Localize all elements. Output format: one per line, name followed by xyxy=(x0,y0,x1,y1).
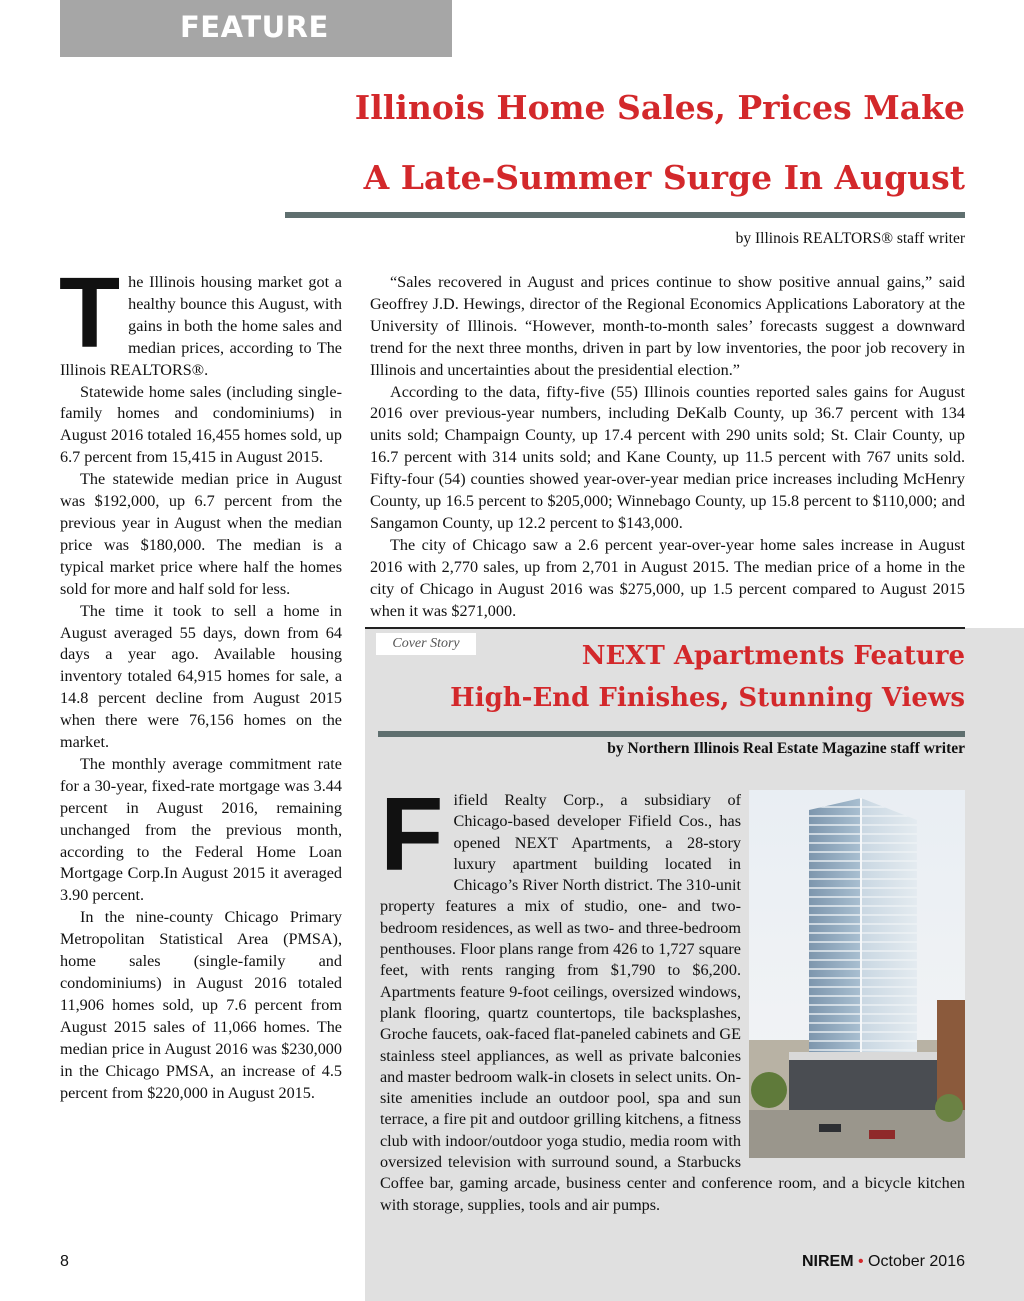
title-rule xyxy=(285,212,965,218)
issue-date: October 2016 xyxy=(868,1253,965,1270)
cover-story-body xyxy=(380,777,965,1216)
footer-bullet: • xyxy=(857,1253,864,1270)
cover-story-title-line1: NEXT Apartments Feature xyxy=(581,641,965,671)
article-dropcap: T xyxy=(59,257,121,369)
article-paragraph-8: According to the data, fifty-five (55) Illinois counties reported sales gains for August 2016 over previous-year numbers, including DeKalb County, up 36.7 percent with 134 units sold; Champaign County, up 17.4 percent with 290 units sold; St. Clair County, up 16.7 percent with 314 units sold; and Kane County, up 11.5 percent with 767 units sold. Fifty-four (54) counties showed year-over-year median price increases including McHenry County, up 16.5 percent to $205,000; Winnebago County, up 15.8 percent to $110,000; and Sangamon County, up 12.2 percent to $143,000. xyxy=(370,382,965,532)
article-paragraph-6: In the nine-county Chicago Primary Metropolitan Statistical Area (PMSA), home sales (single-family and condominiums) in August 2016 totaled 11,906 homes sold, up 7.6 percent from August 2015 sales of 11,066 homes. The median price in August 2016 was $230,000 in the Chicago PMSA, an increase of 4.5 percent from $220,000 in August 2015. xyxy=(60,908,342,1102)
article-title-line2: A Late-Summer Surge In August xyxy=(363,158,965,197)
article-column-right xyxy=(370,272,965,623)
cover-story-dropcap: F xyxy=(380,777,444,893)
article-paragraph-3: The statewide median price in August was $192,000, up 6.7 percent from the previous year in August when the median price was $180,000. The median is a typical market price where half the homes sold for more and half sold for less. xyxy=(60,470,342,598)
article-title-line1: Illinois Home Sales, Prices Make xyxy=(354,88,965,127)
cover-story-byline: by Northern Illinois Real Estate Magazine staff writer xyxy=(607,740,965,757)
cover-story-title-rule xyxy=(378,731,965,737)
footer-publication xyxy=(802,1253,965,1271)
cover-story-title-line2: High-End Finishes, Stunning Views xyxy=(450,683,965,713)
article-paragraph-2: Statewide home sales (including single-family homes and condominiums) in August 2016 totaled 16,455 homes sold, up 6.7 percent from 15,415 in August 2015. xyxy=(60,382,342,467)
section-label: FEATURE xyxy=(60,0,452,57)
publication-name: NIREM xyxy=(801,1253,854,1270)
cover-story-tag: Cover Story xyxy=(376,633,476,655)
building-photo xyxy=(749,790,965,1158)
cover-story-divider xyxy=(365,627,965,629)
article-paragraph-5: The monthly average commitment rate for a 30-year, fixed-rate mortgage was 3.44 percent in August 2016, remaining unchanged from the previous month, according to the Federal Home Loan Mortgage Corp.In August 2015 it averaged 3.90 percent. xyxy=(60,754,342,905)
article-paragraph-1-text: he Illinois housing market got a healthy bounce this August, with gains in both the home sales and median prices, according to The Illinois REALTORS®. xyxy=(60,273,342,379)
article-paragraph-9: The city of Chicago saw a 2.6 percent year-over-year home sales increase in August 2016 with 2,770 sales, up from 2,701 in August 2015. The median price of a home in the city of Chicago in August 2016 was $275,000, up 1.5 percent compared to August 2015 when it was $271,000. xyxy=(370,535,965,620)
article-paragraph-4: The time it took to sell a home in August averaged 55 days, down from 64 days a year ago. Available housing inventory totaled 64,915 homes for sale, a 14.8 percent decline from August 2015 when there were 76,156 homes on the market. xyxy=(60,601,342,752)
article-byline: by Illinois REALTORS® staff writer xyxy=(735,230,965,247)
article-paragraph-7: “Sales recovered in August and prices continue to show positive annual gains,” said Geoffrey J.D. Hewings, director of the Regional Economics Applications Laboratory at the University of Illinois. “However, month-to-month sales’ forecasts suggest a downward trend for the next three months, driven in part by low inventories, the poor job recovery in Illinois and uncertainties about the presidential election.” xyxy=(370,273,965,379)
article-paragraph-1 xyxy=(59,257,342,382)
cover-story-text: ifield Realty Corp., a subsidiary of Chicago-based developer Fifield Cos., has opened NEXT Apartments, a 28-story luxury apartment building located in Chicago’s River North district. The 310-unit property features a mix of studio, one- and two-bedroom residences, as well as two- and three-bedroom penthouses. Floor plans range from 426 to 1,727 square feet, with rents ranging from $1,790 to $6,200. Apartments feature 9-foot ceilings, oversized windows, plank flooring, quartz countertops, tile backsplashes, Groche faucets, oak-faced flat-paneled cabinets and GE stainless steel appliances, as well as private balconies and master bedroom walk-in closets in select units. On-site amenities include an outdoor pool, spa and sun terrace, a fire pit and outdoor grilling kitchens, a fitness club with indoor/outdoor yoga studio, media room with oversized television with surround sound, a Starbucks Coffee bar, gaming arcade, business center and conference room, and a bicycle kitchen with storage, supplies, tools and air pumps. xyxy=(380,791,965,1214)
page-number: 8 xyxy=(60,1253,69,1270)
